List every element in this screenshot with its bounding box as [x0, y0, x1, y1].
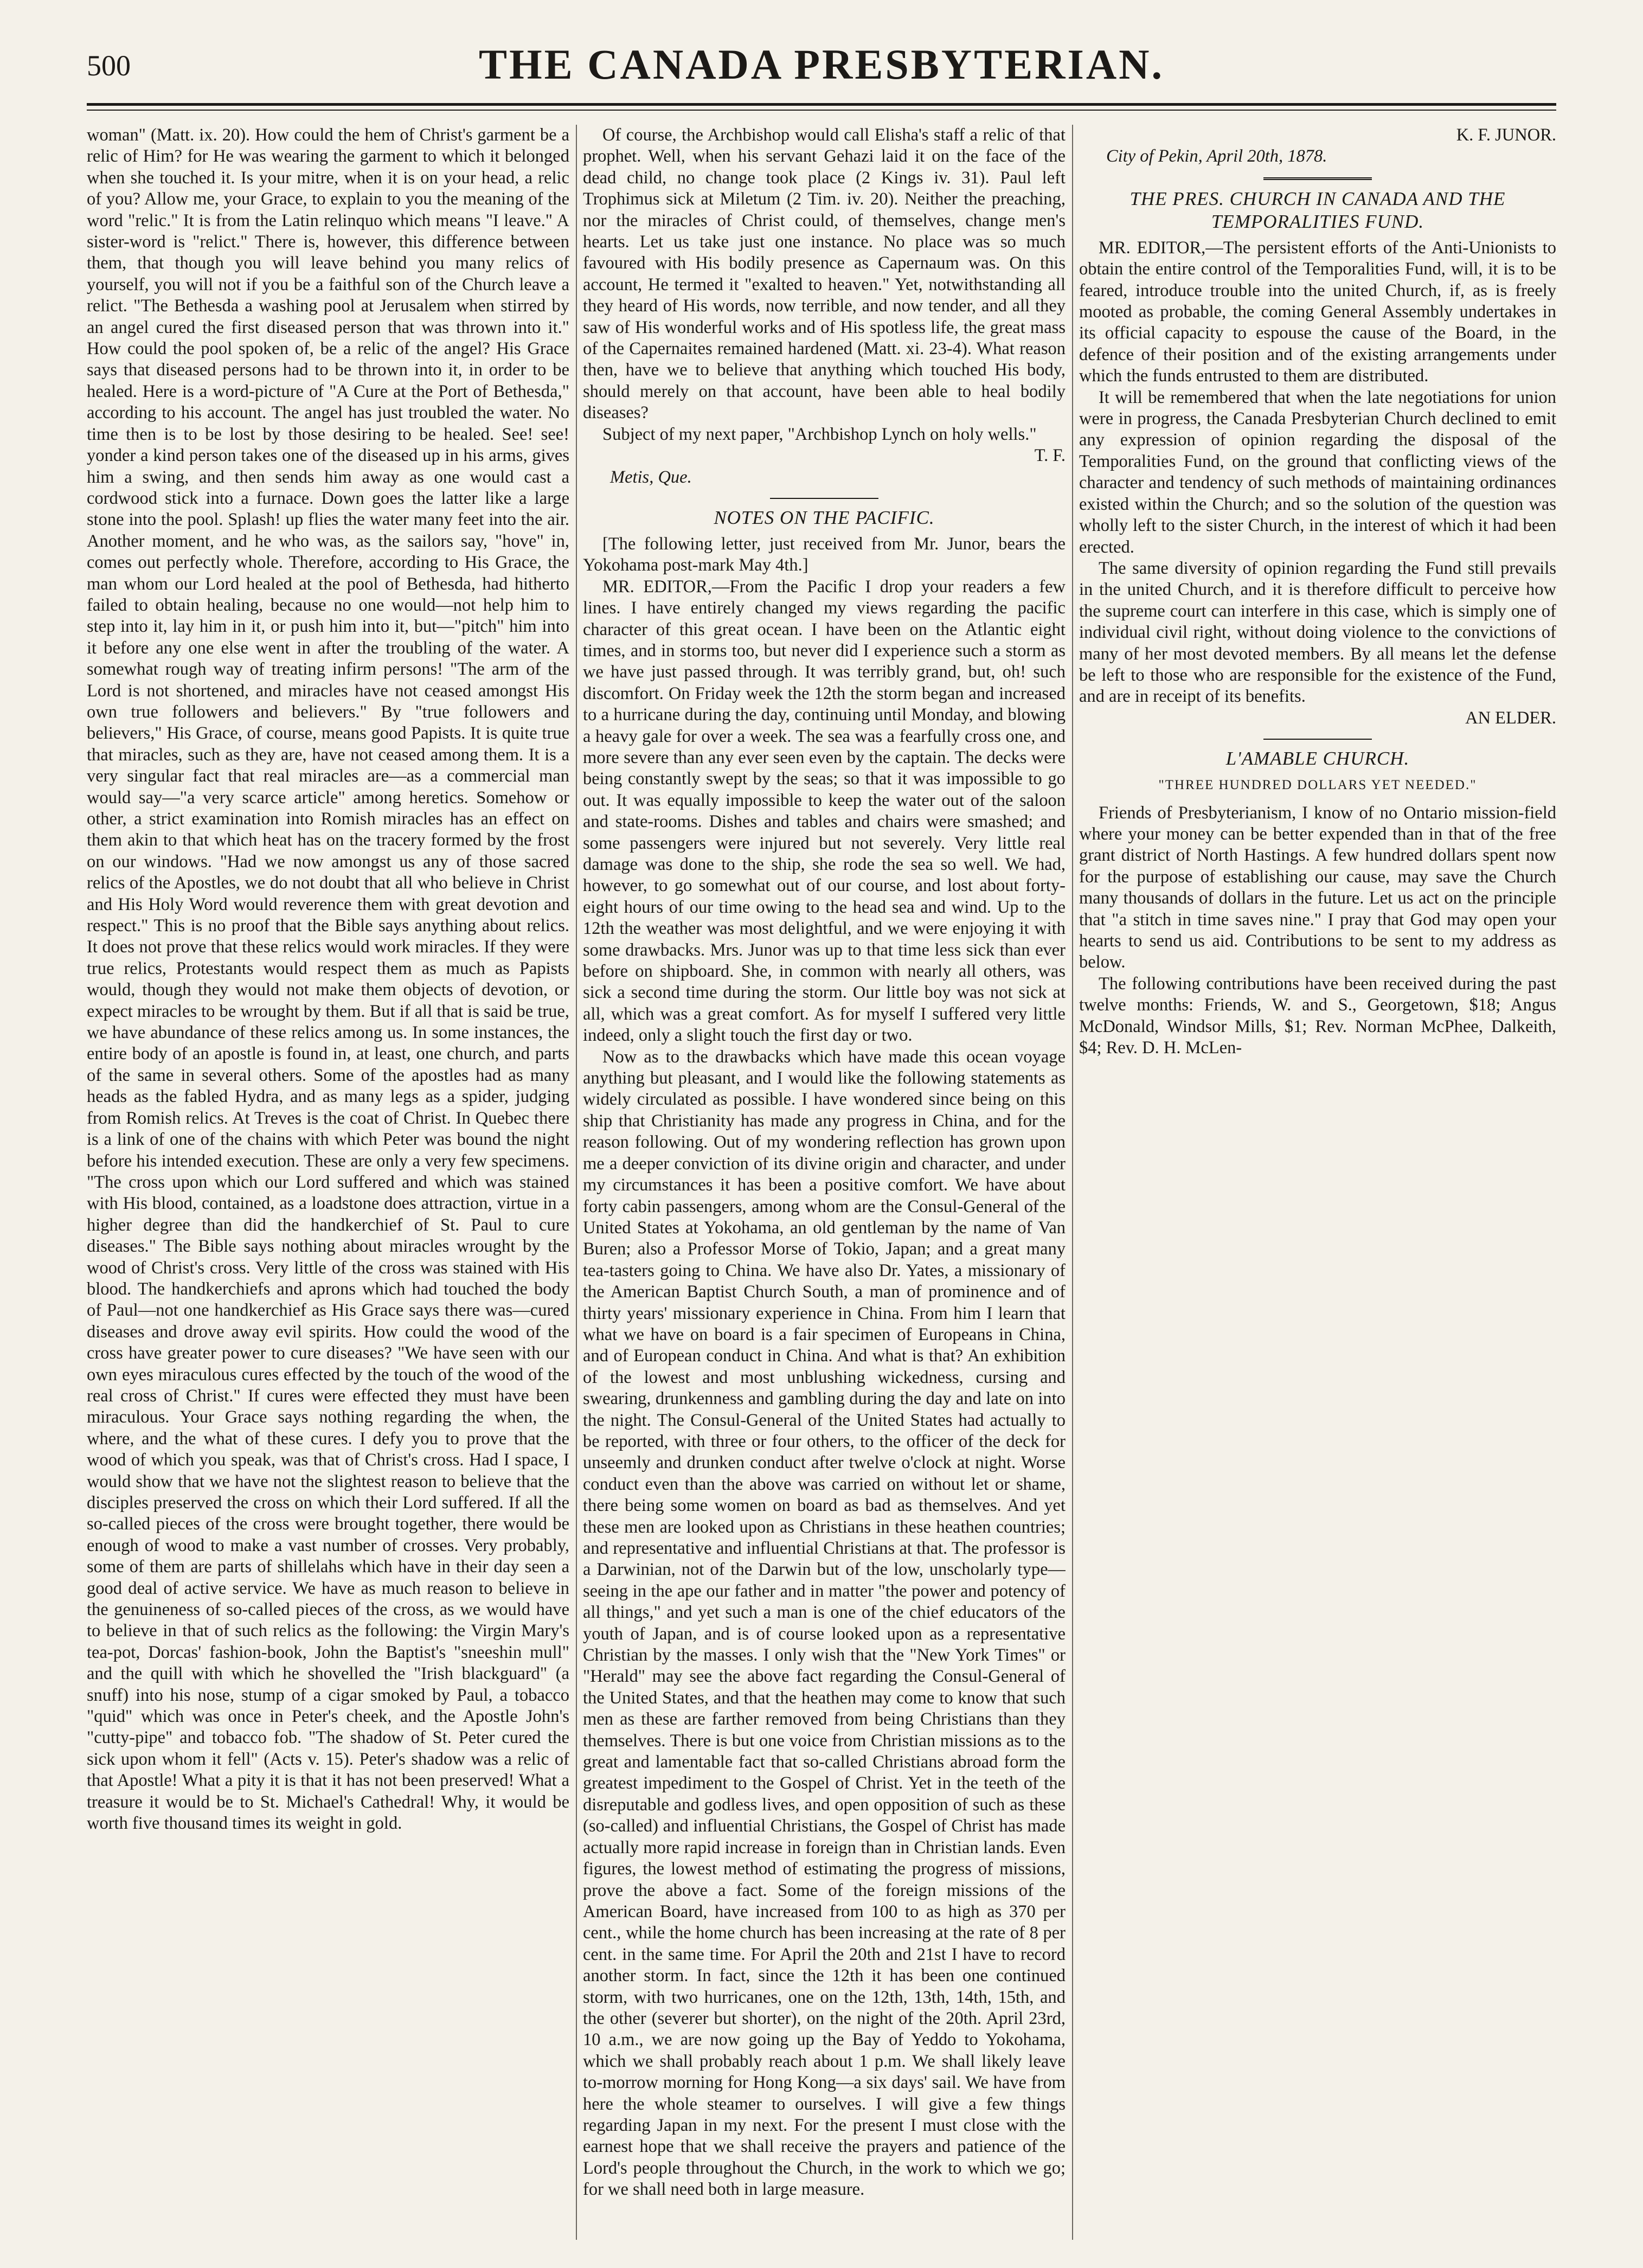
temporalities-article-title: THE PRES. CHURCH IN CANADA AND THE TEMPORALITIES FUND. — [1129, 188, 1506, 232]
article-divider — [1263, 739, 1372, 740]
column-2 — [583, 125, 1066, 2240]
pacific-article-paragraph: Now as to the drawbacks which have made this ocean voyage anything but pleasant, and I would like the following statements as widely circulated as possible. I have wondered since being on this ship that Christianity has made any progress in China, and for the reason following. Out of my wondering reflection has grown upon me a deeper conviction of its divine origin and character, and under my circumstances it has been a positive comfort. We have about forty cabin passengers, among whom are the Consul-General of the United States at Yokohama, an old gentleman by the name of Van Buren; also a Professor Morse of Tokio, Japan; and a great many tea-tasters going to China. We have also Dr. Yates, a missionary of the American Baptist Church South, a man of prominence and of thirty years' missionary experience in China. From him I learn that what we have on board is a fair specimen of Europeans in China, and of European conduct in China. And what is that? An exhibition of the lowest and most unblushing wickedness, cursing and swearing, drunkenness and gambling during the day and late on into the night. The Consul-General of the United States had actually to be reported, with three or four others, to the officer of the deck for unseemly and drunken conduct after twelve o'clock at night. Worse conduct even than the above was carried on without let or shame, there being some women on board as bad as themselves. And yet these men are looked upon as Christians in these heathen countries; and representative and influential Christians at that. The professor is a Darwinian, not of the Darwin but of the low, unscholarly type—seeing in the ape our father and in matter "the power and potency of all things," and yet such a man is one of the chief educators of the youth of Japan, and is of course looked upon as a representative Christian by the masses. I only wish that the "New York Times" or "Herald" may see the above fact regarding the Consul-General of the United States, and that the heathen may come to know that such men as these are farther removed from being Christians than they themselves. There is but one voice from Christian missions as to the great and lamentable fact that so-called Christians abroad form the greatest impediment to the Gospel of Christ. Yet in the teeth of the disreputable and godless lives, and open opposition of such as these (so-called) and influential Christians, the Gospel of Christ has made actually more rapid increase in foreign than in Christian lands. Even figures, the lowest method of estimating the progress of missions, prove the above a fact. Some of the foreign missions of the American Board, have increased from 100 to as high as 370 per cent., while the home church has been increasing at the rate of 8 per cent. in the same time. For April the 20th and 21st I have to record another storm. In fact, since the 12th it has been one continued storm, with two hurricanes, one on the 12th, 13th, 14th, 15th, and the other (severer but shorter), on the night of the 20th. April 23rd, 10 a.m., we are now going up the Bay of Yeddo to Yokohama, which we shall probably reach about 1 p.m. We shall likely leave to-morrow morning for Hong Kong—a six days' sail. We have from here the whole steamer to ourselves. I will give a few things regarding Japan in my next. For the present I must close with the earnest hope that we shall receive the prayers and patience of the Lord's people throughout the Church, in the work to which we go; for we shall need both in large measure. — [583, 1047, 1066, 2200]
pacific-signature: K. F. JUNOR. — [1456, 125, 1556, 145]
masthead — [87, 33, 1556, 98]
relics-article-paragraph: woman" (Matt. ix. 20). How could the hem of Christ's garment be a relic of Him? for He was wearing the garment to which it belonged when she touched it. Is your mitre, when it is on your head, a relic of you? Allow me, your Grace, to explain to you the meaning of the word "relic." It is from the Latin relinquo which means "I leave." A sister-word is "relict." There is, however, this difference between them, that though you will leave behind you many relics of yourself, you will not if you be a faithful son of the Church leave a relict. "The Bethesda a washing pool at Jerusalem when stirred by an angel cured the first diseased person that was thrown into it." How could the pool spoken of, be a relic of the angel? His Grace says that diseased persons had to be thrown into it, in order to be healed. Here is a word-picture of "A Cure at the Port of Bethesda," according to his account. The angel has just troubled the water. No time then is to be lost by those desiring to be healed. See! see! yonder a kind person takes one of the diseased up in his arms, gives him a swing, and then sends him away as one would cast a cordwood stick into a furnace. Down goes the latter like a large stone into the pool. Splash! up flies the water many feet into the air. Another moment, and he who was, as the sailors say, "hove" in, comes out perfectly whole. Therefore, according to His Grace, the man whom our Lord healed at the pool of Bethesda, had hitherto failed to obtain healing, because no one would—not help him to step into it, lay him in it, or push him into it, but—"pitch" him into it before any one else went in after the troubling of the water. A somewhat rough way of treating infirm persons! "The arm of the Lord is not shortened, and miracles have not ceased amongst His own true followers and believers." By "true followers and believers," His Grace, of course, means good Papists. It is quite true that miracles, such as they are, have not ceased among them. It is a very singular fact that real miracles are—as a commercial man would say—"a very scarce article" among heretics. Somehow or other, a strict examination into Romish miracles has an effect on them akin to that which heat has on the tracery formed by the frost on our windows. "Had we now amongst us any of those sacred relics of the Apostles, we do not doubt that all who believe in Christ and His Holy Word would reverence them with great devotion and respect." This is no proof that the Bible says anything about relics. It does not prove that these relics would work miracles. If they were true relics, Protestants would respect them as much as Papists would, though they would not make them objects of devotion, or expect miracles to be wrought by them. But if all that is said be true, we have abundance of these relics among us. In some instances, the entire body of an apostle is found in, at least, one church, and parts of the same in several others. Some of the apostles had as many heads as the fabled Hydra, and as many legs as a spider, judging from Romish relics. At Treves is the coat of Christ. In Quebec there is a link of one of the chains with which Peter was bound the night before his intended execution. These are only a very few specimens. "The cross upon which our Lord suffered and which was stained with His blood, contained, as a loadstone does attraction, virtue in a higher degree than did the handkerchief of St. Paul to cure diseases." The Bible says nothing about miracles wrought by the wood of Christ's cross. Very little of the cross was stained with His blood. The handkerchiefs and aprons which had touched the body of Paul—not one handkerchief as His Grace says there was—cured diseases and drove away evil spirits. How could the wood of the cross have greater power to cure diseases? "We have seen with our own eyes miraculous cures effected by the touch of the wood of the real cross of Christ." If cures were effected they must have been miraculous. Your Grace says nothing regarding the when, the where, and the what of these cures. I defy you to prove that the wood of which you speak, was that of Christ's cross. Had I space, I would show that we have not the slightest reason to believe that the disciples preserved the cross on which their Lord suffered. If all the so-called pieces of the cross were brought together, there would be enough of wood to make a vast number of crosses. Very probably, some of them are parts of shillelahs which have in their day seen a good deal of active service. We have as much reason to believe in the genuineness of so-called pieces of the cross, as we would have to believe in that of such relics as the following: the Virgin Mary's tea-pot, Dorcas' fashion-book, John the Baptist's "sneeshin mull" and the quill with which he shovelled the "Irish blackguard" (a snuff) into his nose, stump of a cigar smoked by Paul, a tobacco "quid" which was once in Peter's cheek, and the Apostle John's "cutty-pipe" and tobacco fob. "The shadow of St. Peter cured the sick upon whom it fell" (Acts v. 15). Peter's shadow was a relic of that Apostle! What a pity it is that it has not been preserved! What a treasure it would be to St. Michael's Cathedral! Why, it would be worth five thousand times its weight in gold. — [87, 125, 569, 1834]
relics-place: Metis, Que. — [610, 467, 692, 487]
article-divider — [1263, 177, 1372, 180]
pacific-article-title: NOTES ON THE PACIFIC. — [714, 507, 935, 528]
page-number: 500 — [87, 49, 131, 82]
column-3 — [1079, 125, 1556, 2240]
masthead-rule-thin — [87, 110, 1556, 111]
article-divider — [770, 498, 878, 499]
temporalities-signature: AN ELDER. — [1465, 708, 1556, 728]
temporalities-article-paragraph: The same diversity of opinion regarding the Fund still prevails in the united Church, and it is therefore difficult to perceive how the supreme court can interfere in this case, which is simply one of individual civil right, without doing violence to the convictions of many of her most devoted members. By all means let the defense be left to those who are responsible for the existence of the Fund, and are in receipt of its benefits. — [1079, 558, 1556, 707]
masthead-rule — [87, 103, 1556, 106]
amable-article-subtitle: "THREE HUNDRED DOLLARS YET NEEDED." — [1158, 778, 1477, 793]
temporalities-article-paragraph: MR. EDITOR,—The persistent efforts of the Anti-Unionists to obtain the entire control of the Temporalities Fund, will, it is to be feared, introduce trouble into the united Church, if, as is freely mooted as probable, the coming General Assembly undertakes in its official capacity to espouse the cause of the Board, in the defence of their position and of the existing arrangements under which the funds entrusted to them are distributed. — [1079, 238, 1556, 386]
relics-article-paragraph: Of course, the Archbishop would call Elisha's staff a relic of that prophet. Well, when his servant Gehazi laid it on the face of the dead child, no change took place (2 Kings iv. 31). Paul left Trophimus sick at Miletum (2 Tim. iv. 20). Neither the preaching, nor the miracles of Christ could, of themselves, change men's hearts. Let us take just one instance. No place was so much favoured with His bodily presence as Capernaum was. On this account, He termed it "exalted to heaven." Yet, notwithstanding all they heard of His words, now terrible, and now tender, and all they saw of His wonderful works and of His spotless life, the great mass of the Capernaites remained hardened (Matt. xi. 23-4). What reason then, have we to believe that anything which touched His body, should merely on that account, have been able to heal bodily diseases? — [583, 125, 1066, 423]
column-separator — [1072, 125, 1073, 2240]
relics-article-closing: Subject of my next paper, "Archbishop Lynch on holy wells." — [602, 424, 1037, 444]
paper-title: THE CANADA PRESBYTERIAN. — [478, 41, 1165, 88]
amable-article-paragraph: The following contributions have been received during the past twelve months: Friends, W. and S., Georgetown, $18; Angus McDonald, Windsor Mills, $1; Rev. Norman McPhee, Dalkeith, $4; Rev. D. H. McLen- — [1079, 973, 1556, 1058]
pacific-article-intro: [The following letter, just received from Mr. Junor, bears the Yokohama post-mark May 4th.] — [583, 534, 1066, 575]
amable-article-title: L'AMABLE CHURCH. — [1225, 748, 1410, 770]
pacific-article-paragraph: MR. EDITOR,—From the Pacific I drop your readers a few lines. I have entirely changed my views regarding the pacific character of this great ocean. I have been on the Atlantic eight times, and in storms too, but never did I experience such a storm as we have just passed through. It was terribly grand, but, oh! such discomfort. On Friday week the 12th the storm began and increased to a hurricane during the day, continuing until Monday, and blowing a heavy gale for over a week. The sea was a fearfully cross one, and more severe than any ever seen even by the captain. The decks were being constantly swept by the seas; so that it was impossible to go out. It was equally impossible to keep the water out of the saloon and state-rooms. Dishes and tables and chairs were smashed; and some passengers were injured but not severely. Very little real damage was done to the ship, she rode the sea so well. We had, however, to go somewhat out of our course, and lost about forty-eight hours of our time owing to the head sea and wind. Up to the 12th the weather was most delightful, and we were enjoying it with some drawbacks. Mrs. Junor was up to that time less sick than ever before on shipboard. She, in common with nearly all others, was sick a second time during the storm. Our little boy was not sick at all, which was a great comfort. As for myself I suffered very little indeed, only a slight touch the first day or two. — [583, 576, 1066, 1046]
relics-signature: T. F. — [1034, 446, 1066, 466]
column-1 — [87, 125, 569, 2240]
temporalities-article-paragraph: It will be remembered that when the late negotiations for union were in progress, the Canada Presbyterian Church declined to emit any expression of opinion regarding the disposal of the Temporalities Fund, on the ground that conflicting views of the character and tendency of such methods of maintaining ordinances existed within the Church; and so the solution of the question was wholly left to the sister Church, in the interest of which it had been erected. — [1079, 387, 1556, 557]
pacific-place: City of Pekin, April 20th, 1878. — [1106, 146, 1327, 166]
amable-article-paragraph: Friends of Presbyterianism, I know of no Ontario mission-field where your money can be better expended than in that of the free grant district of North Hastings. A few hundred dollars spent now for the purpose of establishing our cause, may save the Church many thousands of dollars in the future. Let us act on the principle that "a stitch in time saves nine." I pray that God may open your hearts to send us aid. Contributions to be sent to my address as below. — [1079, 803, 1556, 972]
column-separator — [576, 125, 577, 2240]
